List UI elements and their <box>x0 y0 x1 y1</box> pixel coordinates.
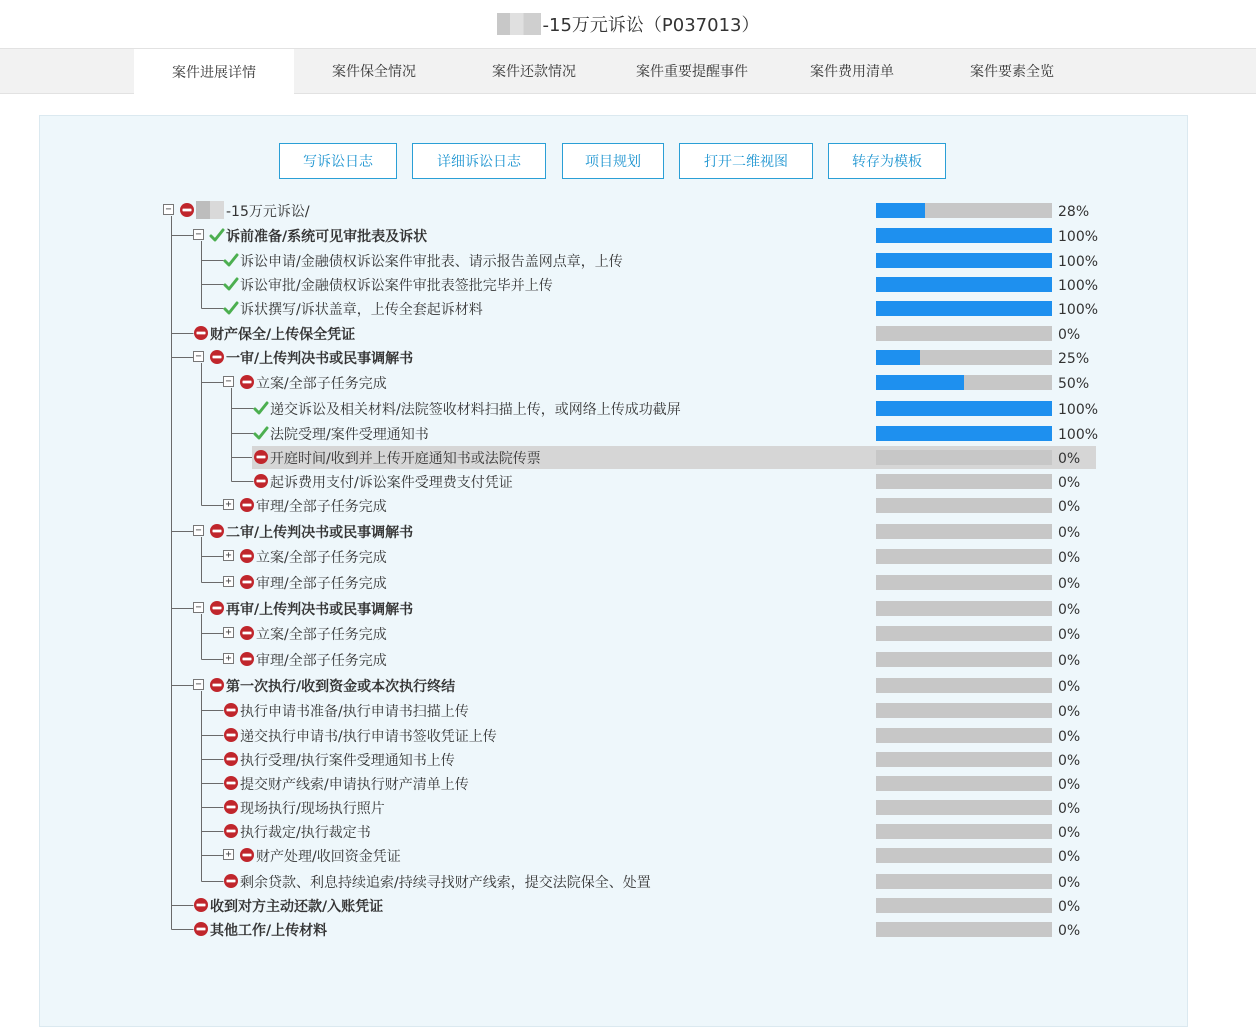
progress-bar-fill <box>876 426 1052 441</box>
tab-case-progress[interactable]: 案件进展详情 <box>134 49 294 94</box>
tree-node-label[interactable]: 开庭时间/收到并上传开庭通知书或法院传票 <box>270 451 541 467</box>
progress-bar-fill <box>876 228 1052 243</box>
blocked-icon <box>223 799 239 815</box>
progress-percent: 0% <box>1058 849 1081 865</box>
blocked-icon <box>239 374 255 390</box>
progress-bar-fill <box>876 277 1052 292</box>
progress-percent: 0% <box>1058 451 1081 467</box>
progress-bar <box>876 898 1052 913</box>
tree-row[interactable] <box>0 571 1256 595</box>
progress-percent: 0% <box>1058 753 1081 769</box>
tree-row[interactable] <box>0 422 1256 446</box>
tree-node-label[interactable]: 立案/全部子任务完成 <box>256 376 387 392</box>
checkmark-icon <box>223 300 239 316</box>
redacted-name-image <box>196 201 224 219</box>
tree-row[interactable] <box>0 648 1256 672</box>
tree-node-label[interactable]: 二审/上传判决书或民事调解书 <box>226 525 414 541</box>
progress-percent: 100% <box>1058 229 1099 245</box>
blocked-icon <box>239 625 255 641</box>
tree-row[interactable] <box>0 371 1256 395</box>
blocked-icon <box>253 473 269 489</box>
tree-row[interactable] <box>0 297 1256 321</box>
progress-percent: 0% <box>1058 679 1081 695</box>
project-plan-button[interactable]: 项目规划 <box>562 143 664 179</box>
write-litigation-log-button[interactable]: 写诉讼日志 <box>279 143 397 179</box>
tree-node-label[interactable]: 起诉费用支付/诉讼案件受理费支付凭证 <box>270 475 513 491</box>
progress-bar-fill <box>876 301 1052 316</box>
tree-node-label[interactable]: 递交执行申请书/执行申请书签收凭证上传 <box>240 729 497 745</box>
progress-percent: 0% <box>1058 475 1081 491</box>
tree-node-label[interactable]: 现场执行/现场执行照片 <box>240 801 385 817</box>
tree-node-label[interactable]: 再审/上传判决书或民事调解书 <box>226 602 414 618</box>
progress-bar <box>876 350 1052 365</box>
detailed-litigation-log-button[interactable]: 详细诉讼日志 <box>412 143 546 179</box>
tree-row[interactable] <box>0 622 1256 646</box>
tree-node-label[interactable]: 财产处理/收回资金凭证 <box>256 849 401 865</box>
progress-percent: 0% <box>1058 525 1081 541</box>
blocked-icon <box>223 751 239 767</box>
tree-row[interactable] <box>0 597 1256 621</box>
tree-row[interactable] <box>0 674 1256 698</box>
tree-row[interactable] <box>0 545 1256 569</box>
tree-node-label[interactable]: 第一次执行/收到资金或本次执行终结 <box>226 679 456 695</box>
progress-bar <box>876 703 1052 718</box>
blocked-icon <box>179 202 195 218</box>
progress-percent: 0% <box>1058 550 1081 566</box>
expand-icon[interactable]: + <box>223 499 234 510</box>
blocked-icon <box>239 548 255 564</box>
progress-percent: 28% <box>1058 204 1090 220</box>
tree-row[interactable] <box>0 844 1256 868</box>
progress-bar <box>876 652 1052 667</box>
collapse-icon[interactable]: − <box>163 204 174 215</box>
progress-percent: 0% <box>1058 801 1081 817</box>
blocked-icon <box>223 823 239 839</box>
progress-bar <box>876 474 1052 489</box>
save-as-template-button[interactable]: 转存为模板 <box>828 143 946 179</box>
tree-row[interactable] <box>0 748 1256 772</box>
progress-bar <box>876 426 1052 441</box>
tree-row[interactable] <box>0 224 1256 248</box>
tree-node-label[interactable]: 审理/全部子任务完成 <box>256 499 387 515</box>
tree-node-label[interactable]: 诉前准备/系统可见审批表及诉状 <box>226 229 428 245</box>
tree-node-label[interactable]: 执行受理/执行案件受理通知书上传 <box>240 753 455 769</box>
progress-percent: 0% <box>1058 923 1081 939</box>
progress-percent: 25% <box>1058 351 1090 367</box>
progress-bar <box>876 326 1052 341</box>
tree-row[interactable] <box>0 346 1256 370</box>
tree-row[interactable] <box>0 520 1256 544</box>
blocked-icon <box>239 847 255 863</box>
blocked-icon <box>193 897 209 913</box>
progress-bar <box>876 401 1052 416</box>
progress-bar <box>876 752 1052 767</box>
blocked-icon <box>209 349 225 365</box>
tree-node-label[interactable]: 一审/上传判决书或民事调解书 <box>226 351 414 367</box>
blocked-icon <box>223 775 239 791</box>
progress-bar <box>876 301 1052 316</box>
tree-node-label[interactable]: 执行申请书准备/执行申请书扫描上传 <box>240 704 469 720</box>
progress-percent: 0% <box>1058 825 1081 841</box>
progress-bar <box>876 728 1052 743</box>
progress-bar <box>876 922 1052 937</box>
tree-node-label[interactable]: 诉状撰写/诉状盖章，上传全套起诉材料 <box>240 302 483 318</box>
tree-node-label[interactable]: 立案/全部子任务完成 <box>256 550 387 566</box>
progress-bar <box>876 776 1052 791</box>
checkmark-icon <box>253 400 269 416</box>
tree-node-label[interactable]: 收到对方主动还款/入账凭证 <box>210 899 384 915</box>
blocked-icon <box>193 325 209 341</box>
blocked-icon <box>209 523 225 539</box>
tree-row[interactable] <box>0 273 1256 297</box>
progress-percent: 100% <box>1058 278 1099 294</box>
collapse-icon[interactable]: − <box>193 351 204 362</box>
expand-icon[interactable]: + <box>223 653 234 664</box>
tree-node-label[interactable]: 剩余贷款、利息持续追索/持续寻找财产线索，提交法院保全、处置 <box>240 875 651 891</box>
progress-bar <box>876 601 1052 616</box>
progress-percent: 0% <box>1058 499 1081 515</box>
tree-node-label[interactable]: -15万元诉讼/ <box>226 204 310 220</box>
tree-node-label[interactable]: 审理/全部子任务完成 <box>256 576 387 592</box>
expand-icon[interactable]: + <box>223 576 234 587</box>
progress-percent: 100% <box>1058 254 1099 270</box>
progress-percent: 0% <box>1058 704 1081 720</box>
progress-percent: 50% <box>1058 376 1090 392</box>
tree-row[interactable] <box>0 918 1256 942</box>
checkmark-icon <box>223 252 239 268</box>
tree-node-label[interactable]: 法院受理/案件受理通知书 <box>270 427 429 443</box>
tab-case-overview[interactable]: 案件要素全览 <box>970 64 1054 80</box>
progress-percent: 0% <box>1058 653 1081 669</box>
tree-node-label[interactable]: 诉讼审批/金融债权诉讼案件审批表签批完毕并上传 <box>240 278 553 294</box>
tree-row[interactable] <box>0 199 1256 223</box>
tab-case-repayment[interactable]: 案件还款情况 <box>492 64 576 80</box>
tree-row[interactable] <box>0 322 1256 346</box>
expand-icon[interactable]: + <box>223 849 234 860</box>
tree-row[interactable] <box>0 494 1256 518</box>
tree-row[interactable] <box>0 870 1256 894</box>
tree-row[interactable] <box>0 699 1256 723</box>
progress-percent: 0% <box>1058 729 1081 745</box>
tree-row[interactable] <box>0 796 1256 820</box>
progress-bar-fill <box>876 253 1052 268</box>
progress-bar <box>876 824 1052 839</box>
tree-row[interactable] <box>0 894 1256 918</box>
blocked-icon <box>253 449 269 465</box>
blocked-icon <box>239 497 255 513</box>
collapse-icon[interactable]: − <box>193 229 204 240</box>
progress-bar <box>876 524 1052 539</box>
checkmark-icon <box>209 227 225 243</box>
progress-bar <box>876 800 1052 815</box>
progress-bar <box>876 228 1052 243</box>
progress-percent: 0% <box>1058 777 1081 793</box>
collapse-icon[interactable]: − <box>193 679 204 690</box>
progress-percent: 0% <box>1058 875 1081 891</box>
collapse-icon[interactable]: − <box>223 376 234 387</box>
progress-bar <box>876 498 1052 513</box>
blocked-icon <box>209 600 225 616</box>
progress-bar <box>876 848 1052 863</box>
open-2d-view-button[interactable]: 打开二维视图 <box>679 143 813 179</box>
progress-bar-fill <box>876 203 925 218</box>
tree-node-label[interactable]: 提交财产线索/申请执行财产清单上传 <box>240 777 469 793</box>
checkmark-icon <box>253 425 269 441</box>
progress-percent: 100% <box>1058 427 1099 443</box>
page-title-text: -15万元诉讼（P037013） <box>542 15 760 36</box>
progress-bar <box>876 277 1052 292</box>
blocked-icon <box>223 727 239 743</box>
page-title <box>0 0 1256 48</box>
progress-percent: 0% <box>1058 576 1081 592</box>
blocked-icon <box>239 651 255 667</box>
expand-icon[interactable]: + <box>223 627 234 638</box>
tree-node-label[interactable]: 其他工作/上传材料 <box>210 923 328 939</box>
expand-icon[interactable]: + <box>223 550 234 561</box>
progress-percent: 0% <box>1058 602 1081 618</box>
progress-bar <box>876 678 1052 693</box>
tree-row[interactable] <box>0 820 1256 844</box>
redacted-name-image <box>497 13 541 35</box>
progress-bar <box>876 253 1052 268</box>
tree-node-label[interactable]: 财产保全/上传保全凭证 <box>210 327 356 343</box>
tab-case-preservation[interactable]: 案件保全情况 <box>332 64 416 80</box>
progress-bar <box>876 549 1052 564</box>
tab-case-expenses[interactable]: 案件费用清单 <box>810 64 894 80</box>
tree-row[interactable] <box>0 724 1256 748</box>
progress-percent: 100% <box>1058 402 1099 418</box>
progress-bar <box>876 203 1052 218</box>
tab-case-reminders[interactable]: 案件重要提醒事件 <box>636 64 748 80</box>
progress-percent: 0% <box>1058 627 1081 643</box>
progress-bar <box>876 575 1052 590</box>
blocked-icon <box>239 574 255 590</box>
progress-bar <box>876 450 1052 465</box>
progress-bar-fill <box>876 350 920 365</box>
progress-bar <box>876 375 1052 390</box>
progress-bar-fill <box>876 375 964 390</box>
blocked-icon <box>223 873 239 889</box>
blocked-icon <box>193 921 209 937</box>
blocked-icon <box>223 702 239 718</box>
tree-row[interactable] <box>0 397 1256 421</box>
tree-row[interactable] <box>0 249 1256 273</box>
tree-node-label[interactable]: 立案/全部子任务完成 <box>256 627 387 643</box>
tree-row[interactable] <box>0 446 1256 470</box>
progress-percent: 100% <box>1058 302 1099 318</box>
collapse-icon[interactable]: − <box>193 602 204 613</box>
tree-node-label[interactable]: 递交诉讼及相关材料/法院签收材料扫描上传，或网络上传成功截屏 <box>270 402 681 418</box>
tree-node-label[interactable]: 诉讼申请/金融债权诉讼案件审批表、请示报告盖网点章，上传 <box>240 254 623 270</box>
collapse-icon[interactable]: − <box>193 525 204 536</box>
tree-row[interactable] <box>0 470 1256 494</box>
progress-bar <box>876 874 1052 889</box>
progress-bar <box>876 626 1052 641</box>
blocked-icon <box>209 677 225 693</box>
tab-bar <box>0 48 1256 94</box>
progress-bar-fill <box>876 401 1052 416</box>
progress-percent: 0% <box>1058 899 1081 915</box>
tree-row[interactable] <box>0 772 1256 796</box>
progress-percent: 0% <box>1058 327 1081 343</box>
tree-node-label[interactable]: 审理/全部子任务完成 <box>256 653 387 669</box>
tree-node-label[interactable]: 执行裁定/执行裁定书 <box>240 825 371 841</box>
checkmark-icon <box>223 276 239 292</box>
